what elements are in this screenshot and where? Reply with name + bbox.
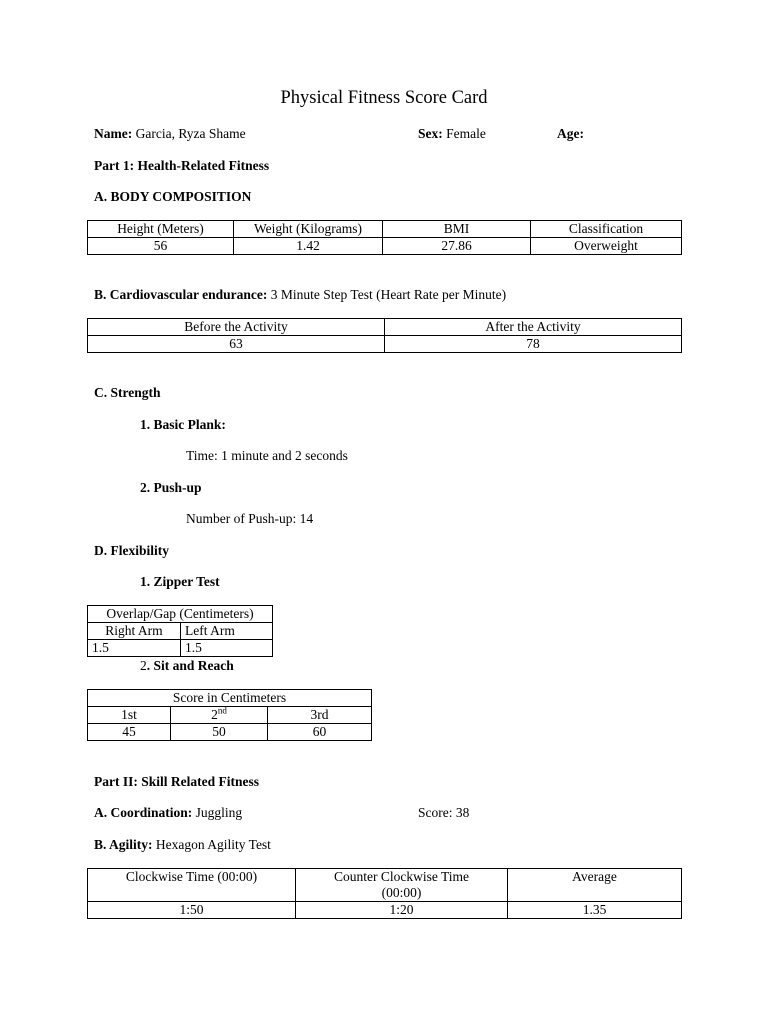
cardio-heading [94, 287, 506, 303]
coordination-field [94, 805, 242, 821]
sit-reach-heading: 2. Sit and Reach [140, 658, 234, 673]
page-title: Physical Fitness Score Card [280, 88, 488, 108]
table-header-cell: Classification [531, 221, 682, 238]
coordination-label: A. Coordination: [94, 805, 193, 820]
agility-label: B. Agility: [94, 837, 153, 852]
name-label: Name: [94, 126, 133, 141]
table-row [88, 902, 682, 919]
table-row [88, 238, 682, 255]
age-label: Age: [557, 126, 584, 141]
table-cell: 1.42 [234, 238, 383, 255]
agility-test: Hexagon Agility Test [155, 837, 271, 852]
cardio-label: B. Cardiovascular endurance: [94, 287, 268, 302]
table-header-cell: 2nd [171, 707, 268, 724]
sex-label: Sex: [418, 126, 443, 141]
table-cell: 45 [88, 724, 171, 741]
sex-field [418, 126, 486, 142]
table-caption: Score in Centimeters [88, 690, 372, 707]
flexibility-heading: D. Flexibility [94, 543, 169, 558]
table-cell: 50 [171, 724, 268, 741]
table-cell: 1:50 [88, 902, 296, 919]
agility-field [94, 837, 271, 853]
strength-heading: C. Strength [94, 385, 161, 400]
zipper-table [87, 605, 273, 657]
cardio-test: 3 Minute Step Test (Heart Rate per Minute) [270, 287, 507, 302]
coordination-score: Score: 38 [418, 805, 470, 820]
table-cell: 60 [268, 724, 372, 741]
table-cell: 1.35 [508, 902, 682, 919]
body-composition-table [87, 220, 682, 255]
table-cell: 27.86 [383, 238, 531, 255]
table-row [88, 707, 372, 724]
coordination-test: Juggling [195, 805, 243, 820]
table-header-cell: BMI [383, 221, 531, 238]
table-header-cell: Clockwise Time (00:00) [88, 869, 296, 902]
table-row [88, 606, 273, 623]
age-field [557, 126, 584, 142]
table-header-cell: Weight (Kilograms) [234, 221, 383, 238]
body-composition-heading: A. BODY COMPOSITION [94, 189, 252, 204]
plank-time: Time: 1 minute and 2 seconds [186, 448, 348, 463]
table-row [88, 869, 682, 902]
table-header-cell: Right Arm [88, 623, 181, 640]
table-header-cell: 1st [88, 707, 171, 724]
table-header-cell: Before the Activity [88, 319, 385, 336]
table-header-cell: Average [508, 869, 682, 902]
sex-value: Female [446, 126, 486, 141]
table-caption: Overlap/Gap (Centimeters) [88, 606, 273, 623]
table-header-cell: Height (Meters) [88, 221, 234, 238]
table-cell: 63 [88, 336, 385, 353]
table-header-cell: Counter Clockwise Time (00:00) [296, 869, 508, 902]
table-cell: Overweight [531, 238, 682, 255]
table-row [88, 690, 372, 707]
name-field [94, 126, 246, 142]
plank-heading: 1. Basic Plank: [140, 417, 226, 432]
name-value: Garcia, Ryza Shame [135, 126, 246, 141]
part2-heading: Part II: Skill Related Fitness [94, 774, 259, 789]
cardio-table [87, 318, 682, 353]
table-cell: 1.5 [88, 640, 181, 657]
pushup-count: Number of Push-up: 14 [186, 511, 314, 526]
table-cell: 1.5 [181, 640, 273, 657]
table-header-cell: After the Activity [385, 319, 682, 336]
table-row [88, 724, 372, 741]
table-cell: 78 [385, 336, 682, 353]
part1-heading: Part 1: Health-Related Fitness [94, 158, 270, 173]
table-row [88, 640, 273, 657]
sit-reach-table [87, 689, 372, 741]
pushup-heading: 2. Push-up [140, 480, 202, 495]
table-row [88, 623, 273, 640]
table-header-cell: Left Arm [181, 623, 273, 640]
zipper-heading: 1. Zipper Test [140, 574, 220, 589]
table-cell: 56 [88, 238, 234, 255]
table-row [88, 319, 682, 336]
table-row [88, 336, 682, 353]
agility-table [87, 868, 682, 919]
table-cell: 1:20 [296, 902, 508, 919]
table-header-cell: 3rd [268, 707, 372, 724]
table-row [88, 221, 682, 238]
